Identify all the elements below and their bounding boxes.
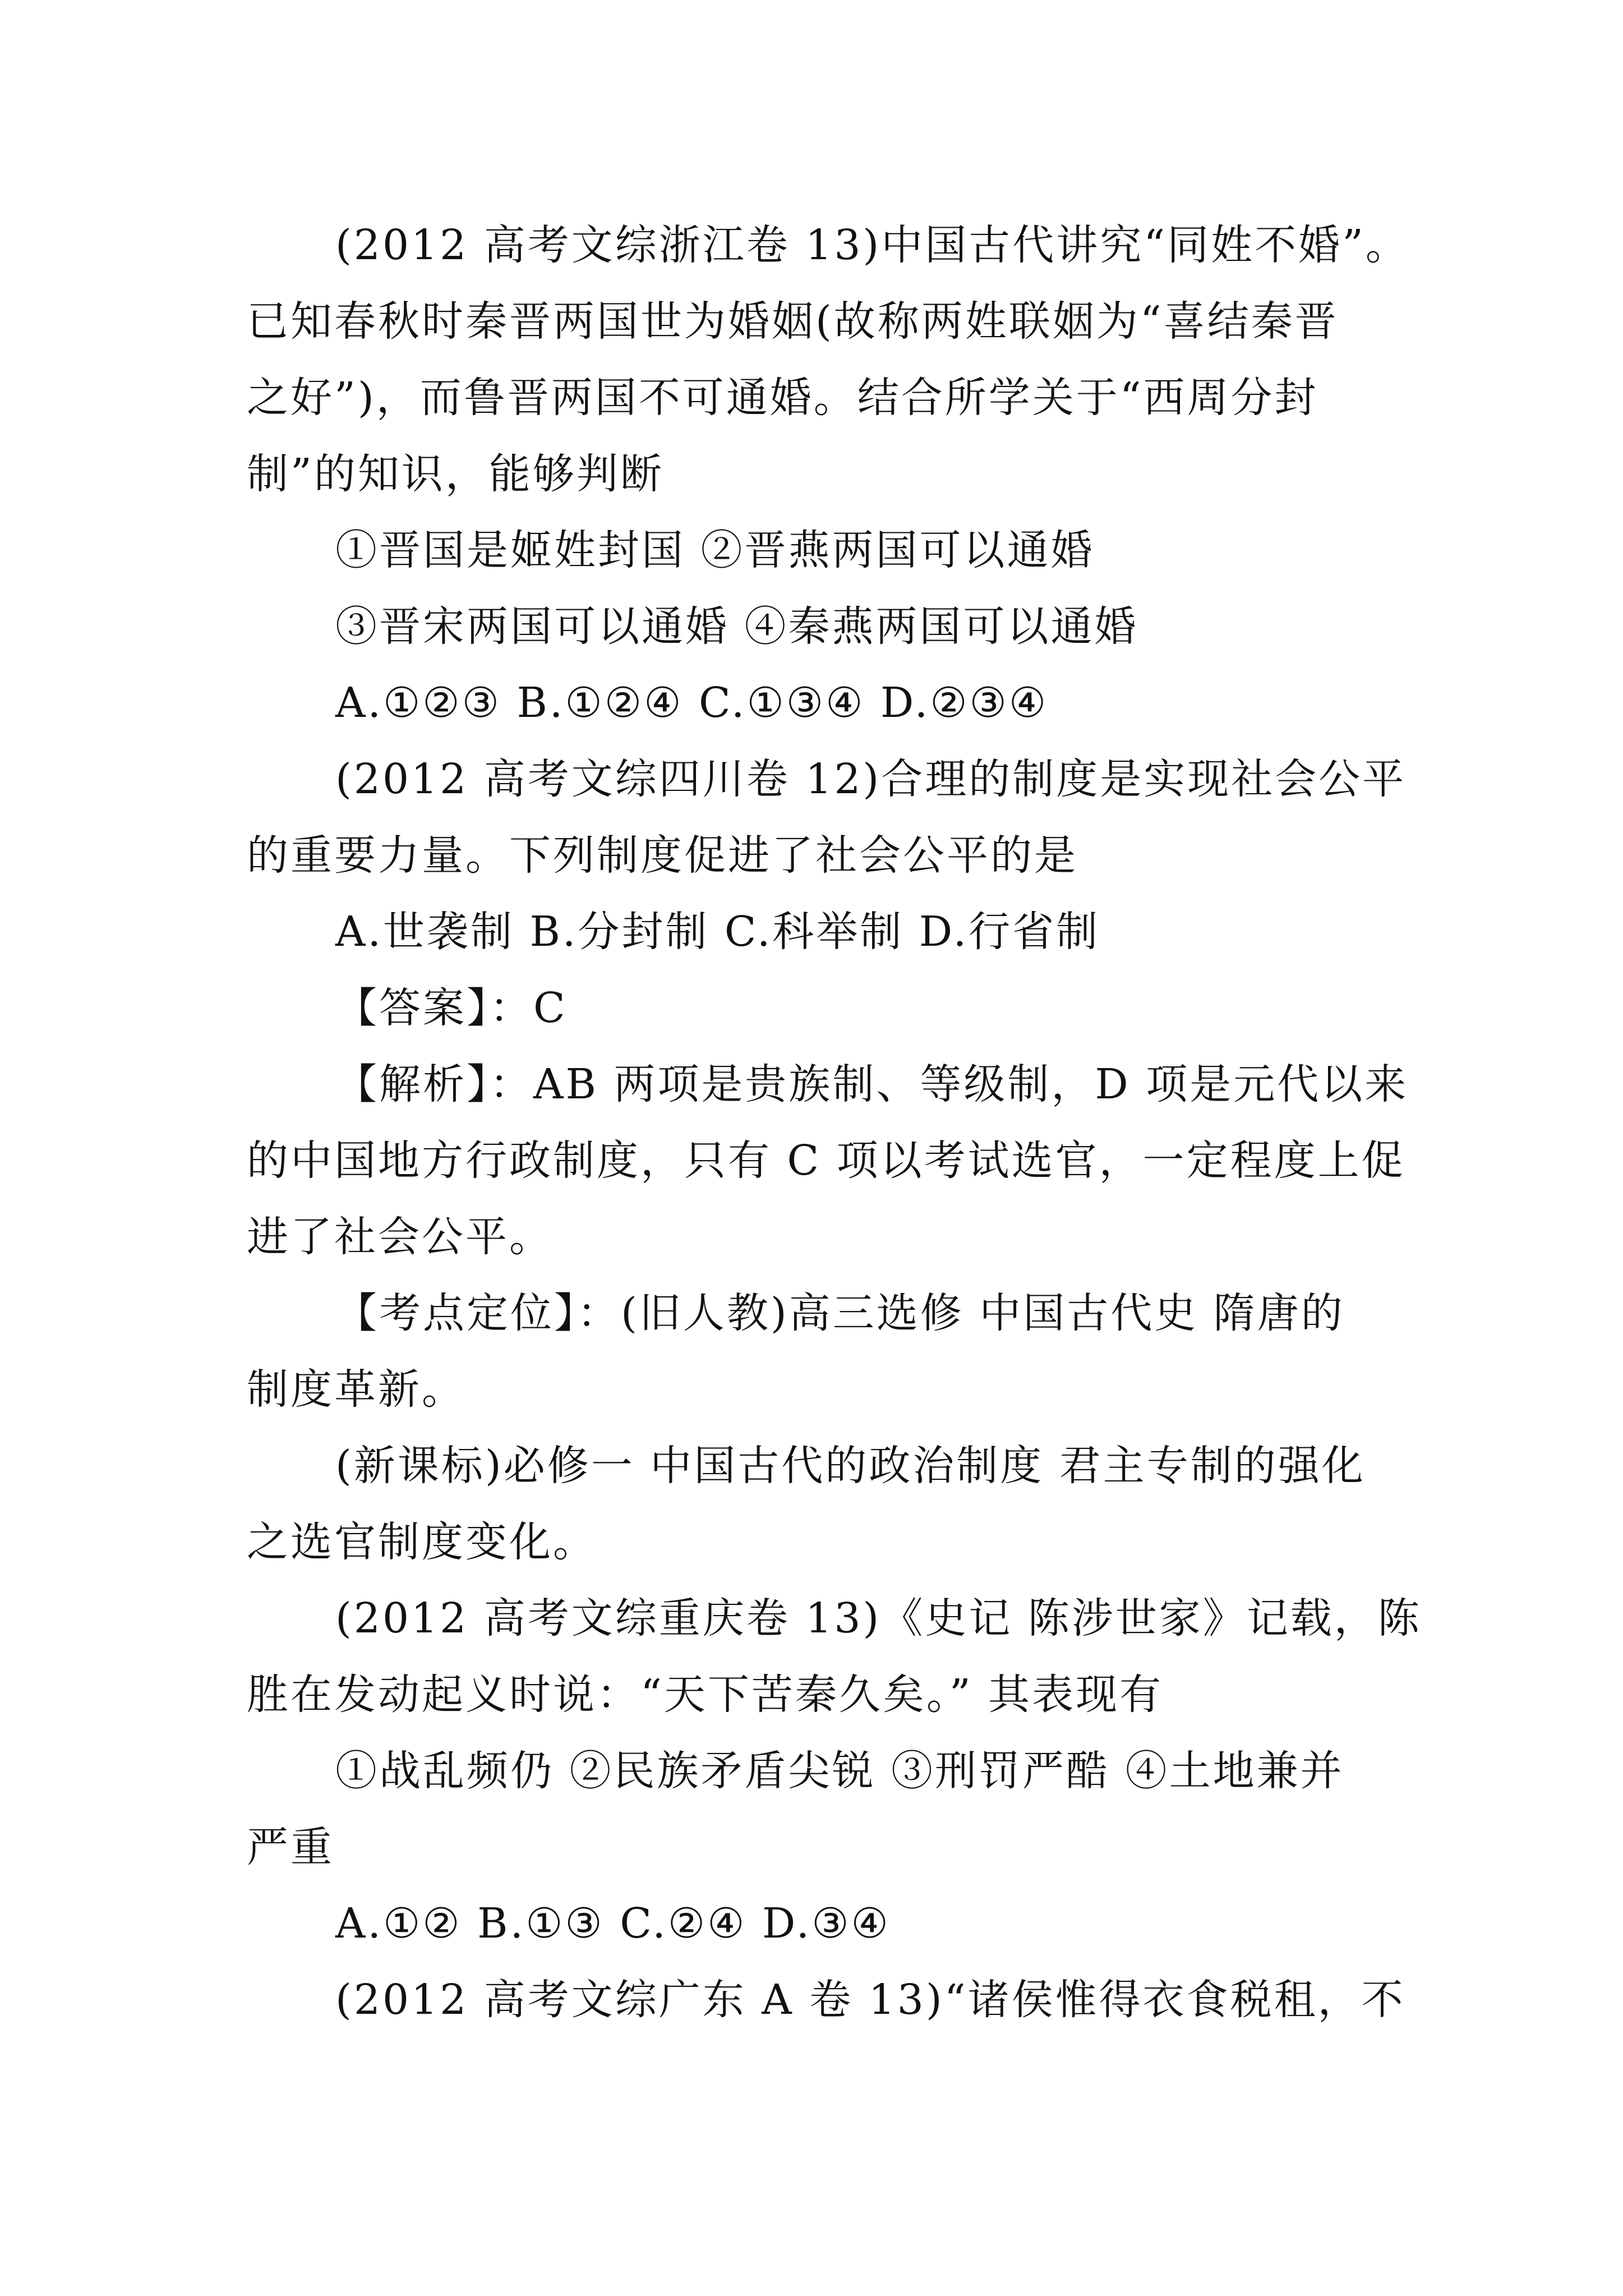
answer-label: 【答案】：C [335,984,568,1032]
text-line: 进了社会公平。 [247,1213,553,1261]
text-line-zhejiang-question: (2012 高考文综浙江卷 13)中国古代讲究“同姓不婚”。 [335,221,1409,269]
statements-line: ③晋宋两国可以通婚 ④秦燕两国可以通婚 [335,602,1138,651]
text-line: 严重 [247,1823,334,1871]
analysis-label: 【解析】：AB 两项是贵族制、等级制，D 项是元代以来 [335,1060,1409,1108]
text-line: 之选官制度变化。 [247,1518,597,1566]
text-line-chongqing-question: (2012 高考文综重庆卷 13)《史记 陈涉世家》记载，陈 [335,1594,1422,1642]
text-line: 制度革新。 [247,1365,465,1414]
text-line: (新课标)必修一 中国古代的政治制度 君主专制的强化 [335,1442,1366,1490]
text-line-sichuan-question: (2012 高考文综四川卷 12)合理的制度是实现社会公平 [335,755,1407,803]
answer-options: A.世袭制 B.分封制 C.科举制 D.行省制 [335,908,1100,956]
text-line: 之好”)，而鲁晋两国不可通婚。结合所学关于“西周分封 [247,374,1318,422]
text-line: 已知春秋时秦晋两国世为婚姻(故称两姓联姻为“喜结秦晋 [247,297,1339,346]
answer-options: A.①② B.①③ C.②④ D.③④ [335,1899,891,1948]
text-line: 制”的知识，能够判断 [247,450,664,498]
answer-options: A.①②③ B.①②④ C.①③④ D.②③④ [335,679,1049,727]
text-line: 的中国地方行政制度，只有 C 项以考试选官，一定程度上促 [247,1137,1405,1185]
statements-line: ①战乱频仍 ②民族矛盾尖锐 ③刑罚严酷 ④土地兼并 [335,1747,1344,1795]
text-line: 胜在发动起义时说：“天下苦秦久矣。” 其表现有 [247,1671,1164,1719]
topic-location-label: 【考点定位】：(旧人教)高三选修 中国古代史 隋唐的 [335,1289,1345,1337]
statements-line: ①晋国是姬姓封国 ②晋燕两国可以通婚 [335,526,1095,574]
text-line-guangdong-question: (2012 高考文综广东 A 卷 13)“诸侯惟得衣食税租，不 [335,1976,1405,2024]
text-line: 的重要力量。下列制度促进了社会公平的是 [247,831,1078,880]
